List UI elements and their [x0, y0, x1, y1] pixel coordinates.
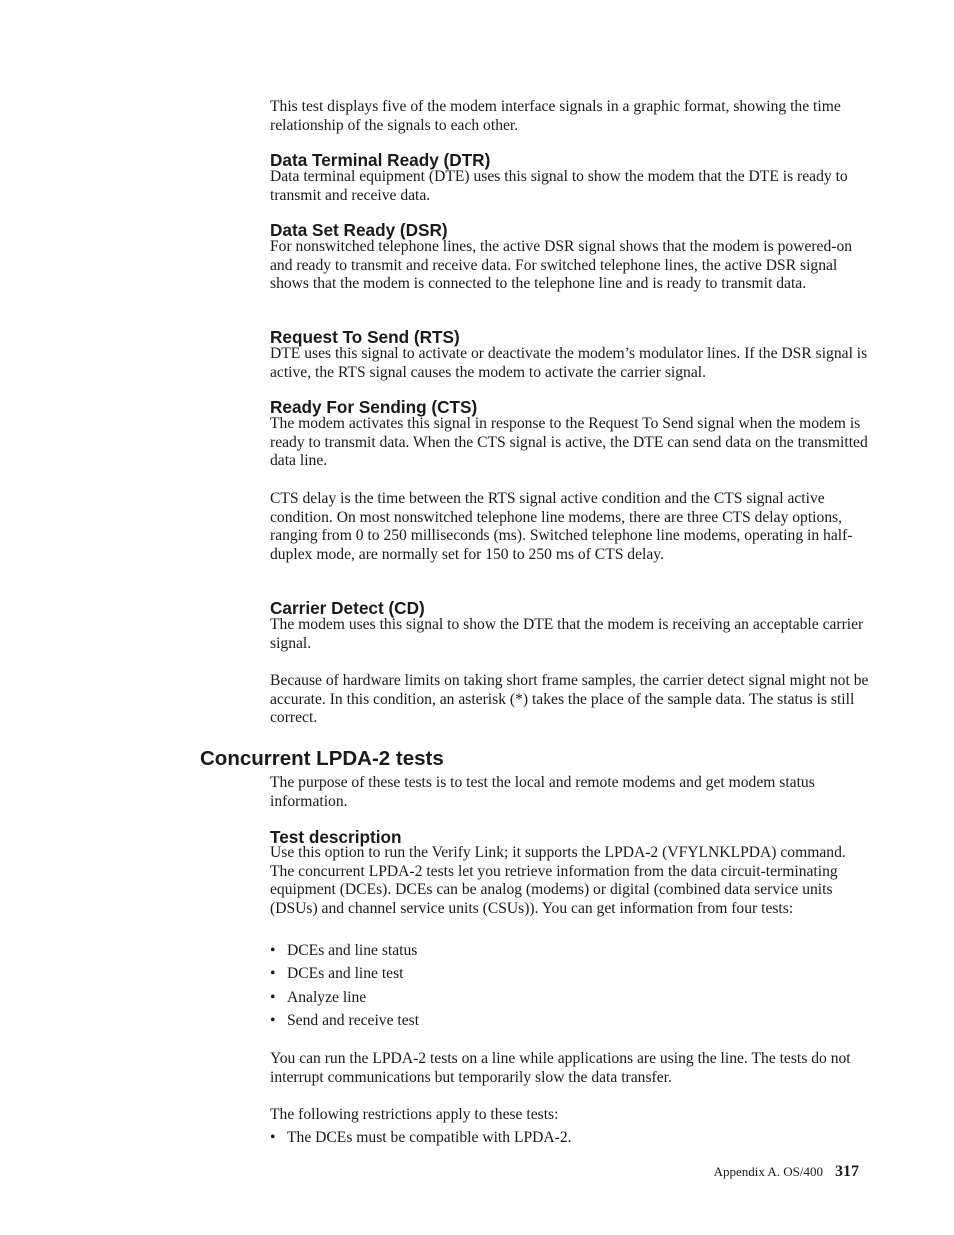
dsr-paragraph: For nonswitched telephone lines, the active DSR signal shows that the modem is powered-on and ready to transmit and receive data. For switched telephone lines, the active DSR signal shows that the modem is connected to the telephone line and is ready to transmit data.: [270, 238, 853, 293]
rts-paragraph: DTE uses this signal to activate or deactivate the modem’s modulator lines. If the DSR signal is active, the RTS signal causes the modem to activate the carrier signal.: [270, 345, 868, 381]
heading-rts: Request To Send (RTS): [270, 327, 460, 347]
restrictions-list: [270, 1129, 870, 1152]
cd-paragraph-2: Because of hardware limits on taking short frame samples, the carrier detect signal might not be accurate. In this condition, an asterisk (*) takes the place of the sample data. The status is still correct.: [270, 672, 869, 727]
heading-dsr: Data Set Ready (DSR): [270, 220, 448, 240]
cts-paragraph-1: The modem activates this signal in response to the Request To Send signal when the modem is ready to transmit data. When the CTS signal is active, the DTE can send data on the transmitted data line.: [270, 415, 868, 470]
concurrent-purpose-paragraph: The purpose of these tests is to test the local and remote modems and get modem status information.: [270, 774, 815, 810]
list-item: • DCEs and line status: [270, 942, 870, 965]
footer-appendix-label: Appendix A. OS/400: [713, 1164, 823, 1179]
tests-list: [270, 942, 870, 1035]
restrictions-intro: The following restrictions apply to these tests:: [270, 1106, 559, 1123]
dtr-paragraph: Data terminal equipment (DTE) uses this signal to show the modem that the DTE is ready to transmit and receive data.: [270, 168, 848, 204]
section-title-concurrent-lpda2: Concurrent LPDA-2 tests: [200, 747, 444, 770]
lpda2-usage-paragraph: You can run the LPDA-2 tests on a line while applications are using the line. The tests do not interrupt communications but temporarily slow the data transfer.: [270, 1050, 851, 1086]
list-item: • Analyze line: [270, 989, 870, 1012]
list-item: • The DCEs must be compatible with LPDA-2.: [270, 1129, 870, 1152]
list-item: • DCEs and line test: [270, 965, 870, 988]
list-item: • Send and receive test: [270, 1012, 870, 1035]
cd-paragraph-1: The modem uses this signal to show the DTE that the modem is receiving an acceptable carrier signal.: [270, 616, 864, 652]
page-footer: [600, 1163, 859, 1181]
page-number: 317: [835, 1163, 859, 1180]
test-description-paragraph: Use this option to run the Verify Link; it supports the LPDA-2 (VFYLNKLPDA) command. The concurrent LPDA-2 tests let you retrieve information from the data circuit-terminating equipment (DCEs). DCEs can be analog (modems) or digital (combined data service units (DSUs) and channel service units (CSUs)). You can get information from four tests:: [270, 844, 846, 917]
heading-cd: Carrier Detect (CD): [270, 598, 425, 618]
cts-paragraph-2: CTS delay is the time between the RTS signal active condition and the CTS signal active condition. On most nonswitched telephone line modems, there are three CTS delay options, ranging from 0 to 250 milliseconds (ms). Switched telephone line modems, operating in half-duplex mode, are normally set for 150 to 250 ms of CTS delay.: [270, 490, 853, 563]
heading-dtr: Data Terminal Ready (DTR): [270, 150, 491, 170]
heading-cts: Ready For Sending (CTS): [270, 397, 478, 417]
intro-paragraph: This test displays five of the modem interface signals in a graphic format, showing the time relationship of the signals to each other.: [270, 98, 841, 134]
heading-test-description: Test description: [270, 827, 402, 847]
